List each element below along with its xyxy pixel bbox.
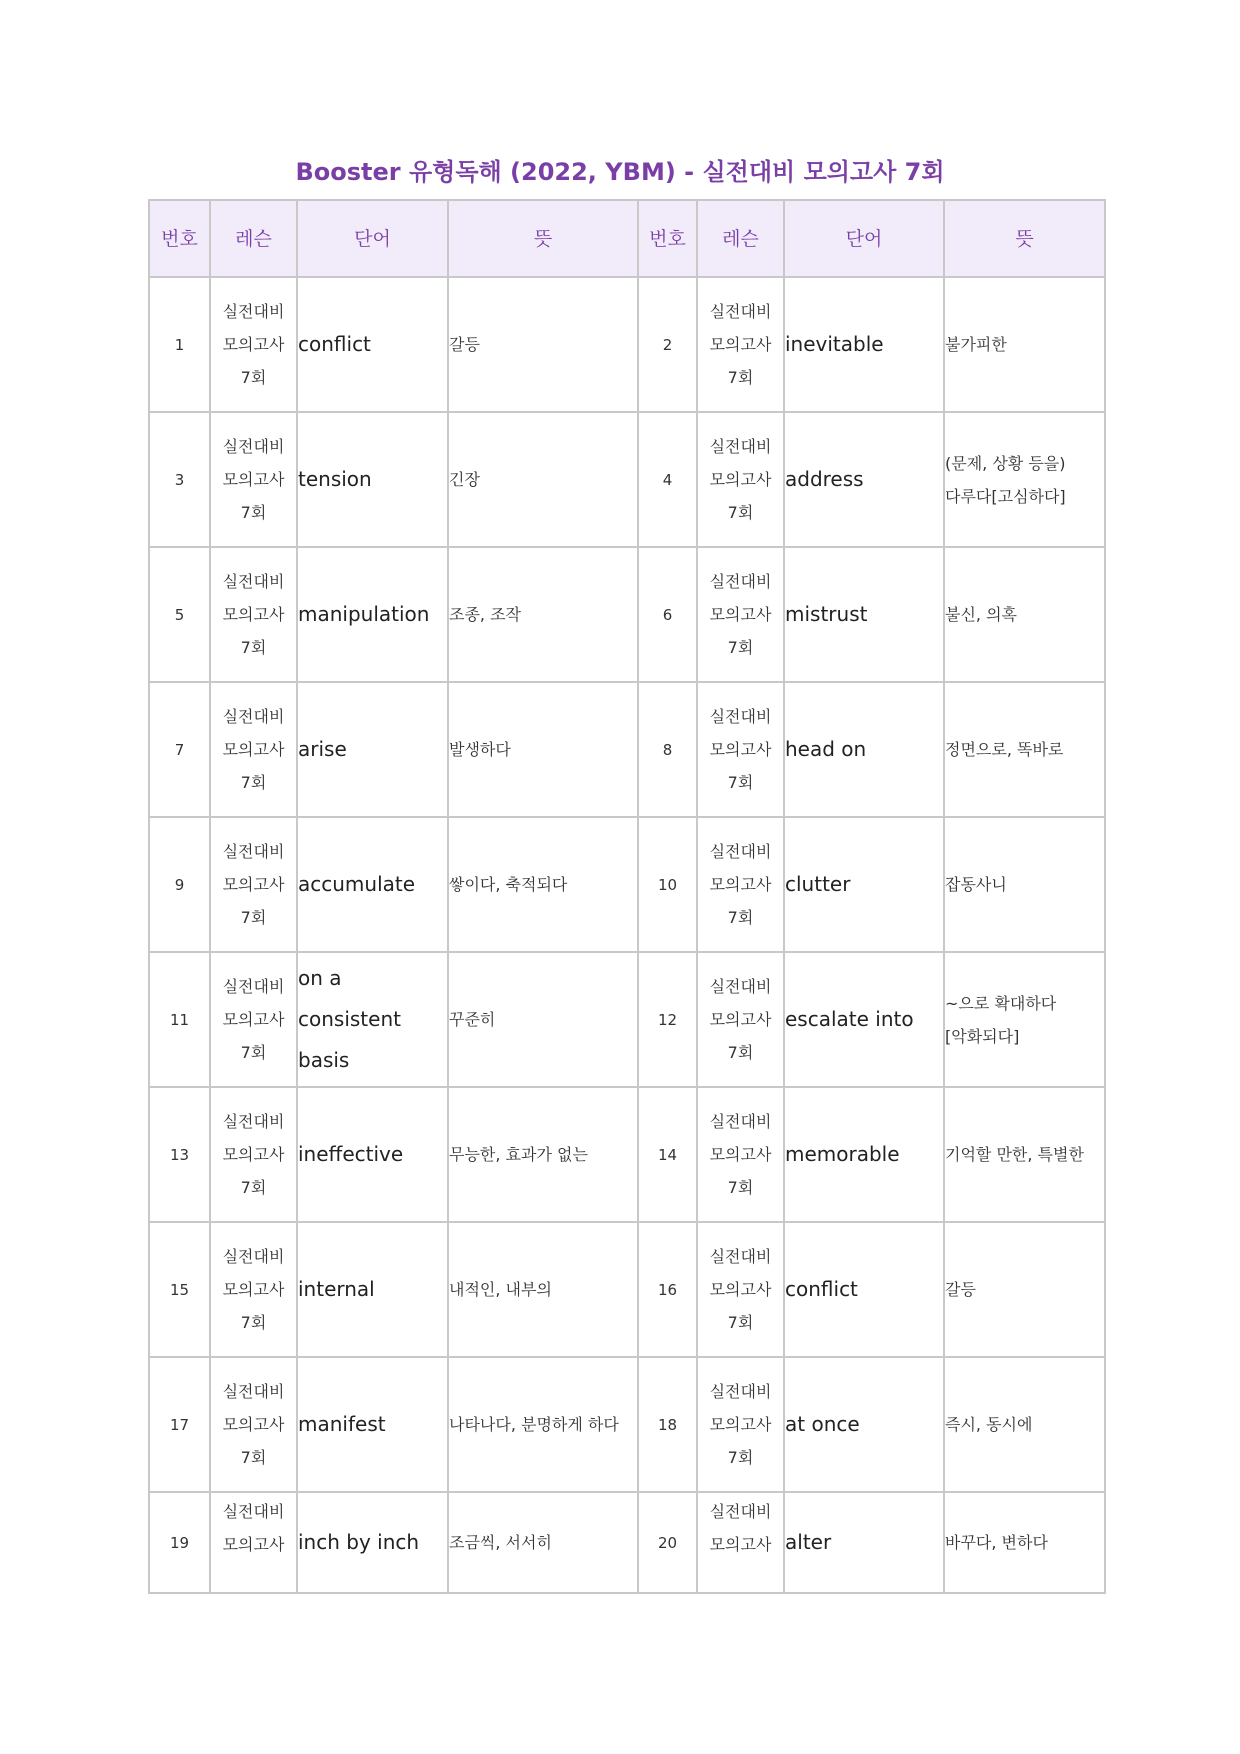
header-meaning: 뜻 — [944, 200, 1105, 277]
table-row — [149, 817, 1105, 952]
table-header-row — [149, 200, 1105, 277]
cell-word: inevitable — [784, 277, 944, 412]
cell-lesson: 실전대비 모의고사 7회 — [697, 817, 784, 952]
cell-num: 1 — [149, 277, 210, 412]
cell-num: 6 — [638, 547, 697, 682]
page-title: Booster 유형독해 (2022, YBM) - 실전대비 모의고사 7회 — [295, 158, 945, 186]
cell-num: 11 — [149, 952, 210, 1087]
cell-num: 8 — [638, 682, 697, 817]
cell-num: 13 — [149, 1087, 210, 1222]
cell-meaning: 불신, 의혹 — [944, 547, 1105, 682]
cell-num: 14 — [638, 1087, 697, 1222]
cell-meaning: 나타나다, 분명하게 하다 — [448, 1357, 638, 1492]
cell-lesson: 실전대비 모의고사 7회 — [697, 547, 784, 682]
cell-meaning: 조종, 조작 — [448, 547, 638, 682]
cell-lesson: 실전대비 모의고사 — [210, 1492, 297, 1593]
cell-meaning: 잡동사니 — [944, 817, 1105, 952]
cell-word: internal — [297, 1222, 448, 1357]
header-num: 번호 — [638, 200, 697, 277]
cell-lesson: 실전대비 모의고사 7회 — [697, 412, 784, 547]
cell-word: conflict — [784, 1222, 944, 1357]
header-word: 단어 — [297, 200, 448, 277]
cell-word: address — [784, 412, 944, 547]
table-row — [149, 1222, 1105, 1357]
cell-num: 10 — [638, 817, 697, 952]
table-row — [149, 952, 1105, 1087]
cell-num: 5 — [149, 547, 210, 682]
cell-word: ineffective — [297, 1087, 448, 1222]
table-row — [149, 277, 1105, 412]
cell-word: head on — [784, 682, 944, 817]
cell-word: mistrust — [784, 547, 944, 682]
table-row — [149, 682, 1105, 817]
cell-lesson: 실전대비 모의고사 7회 — [210, 1087, 297, 1222]
cell-word: memorable — [784, 1087, 944, 1222]
cell-word: escalate into — [784, 952, 944, 1087]
cell-num: 20 — [638, 1492, 697, 1593]
cell-word: accumulate — [297, 817, 448, 952]
cell-num: 7 — [149, 682, 210, 817]
cell-meaning: 갈등 — [448, 277, 638, 412]
vocabulary-table — [148, 199, 1106, 1594]
cell-meaning: 기억할 만한, 특별한 — [944, 1087, 1105, 1222]
cell-word: arise — [297, 682, 448, 817]
cell-lesson: 실전대비 모의고사 7회 — [210, 547, 297, 682]
cell-word: inch by inch — [297, 1492, 448, 1593]
cell-num: 12 — [638, 952, 697, 1087]
cell-word: manifest — [297, 1357, 448, 1492]
cell-meaning: 발생하다 — [448, 682, 638, 817]
cell-meaning: 즉시, 동시에 — [944, 1357, 1105, 1492]
cell-word: conflict — [297, 277, 448, 412]
cell-lesson: 실전대비 모의고사 7회 — [210, 682, 297, 817]
cell-meaning: 내적인, 내부의 — [448, 1222, 638, 1357]
cell-meaning: 불가피한 — [944, 277, 1105, 412]
cell-word: tension — [297, 412, 448, 547]
table-row — [149, 1492, 1105, 1593]
table-row — [149, 1357, 1105, 1492]
cell-word: manipulation — [297, 547, 448, 682]
header-lesson: 레슨 — [697, 200, 784, 277]
cell-meaning: 꾸준히 — [448, 952, 638, 1087]
cell-lesson: 실전대비 모의고사 7회 — [697, 277, 784, 412]
cell-word: at once — [784, 1357, 944, 1492]
cell-meaning: 바꾸다, 변하다 — [944, 1492, 1105, 1593]
cell-num: 4 — [638, 412, 697, 547]
cell-lesson: 실전대비 모의고사 — [697, 1492, 784, 1593]
cell-lesson: 실전대비 모의고사 7회 — [697, 1087, 784, 1222]
cell-lesson: 실전대비 모의고사 7회 — [210, 412, 297, 547]
cell-num: 9 — [149, 817, 210, 952]
cell-lesson: 실전대비 모의고사 7회 — [697, 1357, 784, 1492]
cell-lesson: 실전대비 모의고사 7회 — [210, 817, 297, 952]
cell-meaning: 무능한, 효과가 없는 — [448, 1087, 638, 1222]
cell-meaning: 조금씩, 서서히 — [448, 1492, 638, 1593]
cell-word: clutter — [784, 817, 944, 952]
cell-meaning: 쌓이다, 축적되다 — [448, 817, 638, 952]
cell-num: 19 — [149, 1492, 210, 1593]
cell-lesson: 실전대비 모의고사 7회 — [697, 952, 784, 1087]
cell-num: 18 — [638, 1357, 697, 1492]
table-row — [149, 1087, 1105, 1222]
header-meaning: 뜻 — [448, 200, 638, 277]
cell-num: 3 — [149, 412, 210, 547]
cell-lesson: 실전대비 모의고사 7회 — [210, 1357, 297, 1492]
header-word: 단어 — [784, 200, 944, 277]
cell-num: 17 — [149, 1357, 210, 1492]
cell-lesson: 실전대비 모의고사 7회 — [210, 277, 297, 412]
cell-word: alter — [784, 1492, 944, 1593]
cell-meaning: 긴장 — [448, 412, 638, 547]
cell-num: 16 — [638, 1222, 697, 1357]
header-lesson: 레슨 — [210, 200, 297, 277]
cell-lesson: 실전대비 모의고사 7회 — [697, 682, 784, 817]
cell-meaning: 정면으로, 똑바로 — [944, 682, 1105, 817]
cell-meaning: (문제, 상황 등을) 다루다[고심하다] — [944, 412, 1105, 547]
cell-lesson: 실전대비 모의고사 7회 — [697, 1222, 784, 1357]
cell-lesson: 실전대비 모의고사 7회 — [210, 952, 297, 1087]
table-row — [149, 547, 1105, 682]
header-num: 번호 — [149, 200, 210, 277]
table-body — [149, 277, 1105, 1593]
cell-meaning: 갈등 — [944, 1222, 1105, 1357]
table-row — [149, 412, 1105, 547]
cell-meaning: ~으로 확대하다[악화되다] — [944, 952, 1105, 1087]
cell-num: 2 — [638, 277, 697, 412]
cell-lesson: 실전대비 모의고사 7회 — [210, 1222, 297, 1357]
cell-word: on a consistent basis — [297, 952, 448, 1087]
cell-num: 15 — [149, 1222, 210, 1357]
